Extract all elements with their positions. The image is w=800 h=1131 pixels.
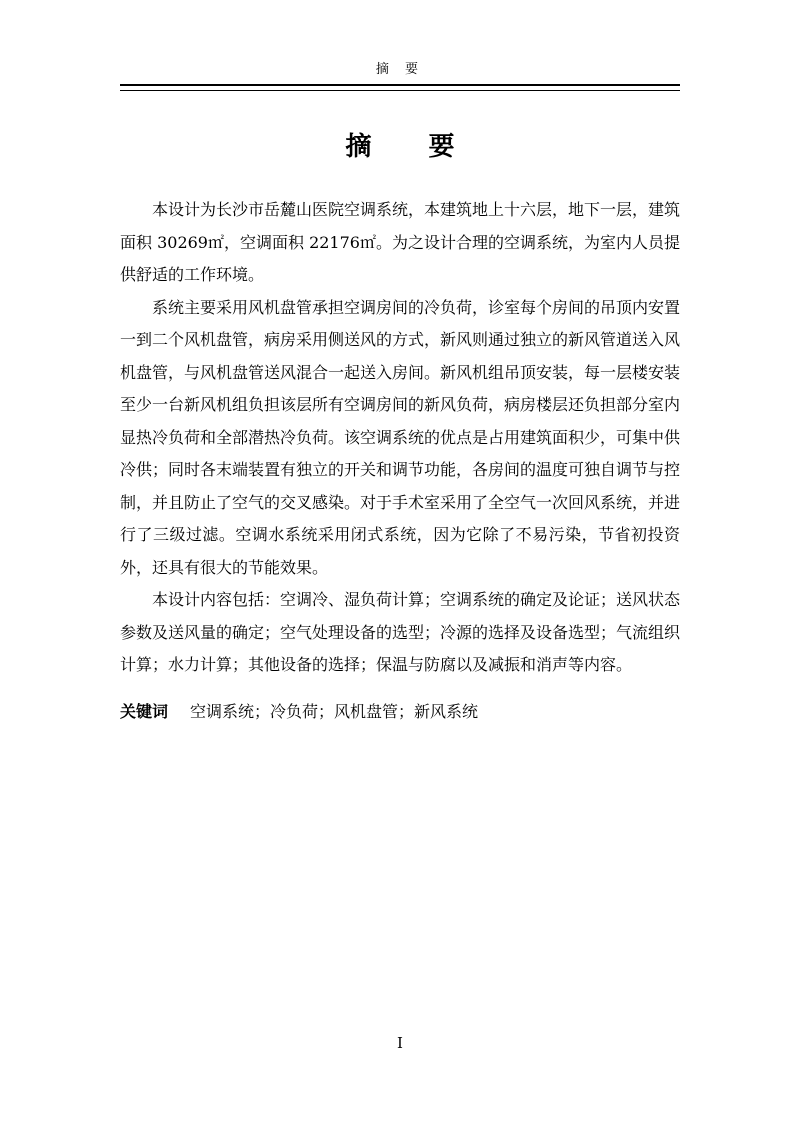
keywords-text: 空调系统；冷负荷；风机盘管；新风系统 bbox=[190, 702, 479, 721]
header-rule-thin bbox=[120, 90, 680, 91]
page-number: I bbox=[397, 1034, 403, 1052]
running-header: 摘 要 bbox=[375, 62, 425, 77]
paragraph-2: 系统主要采用风机盘管承担空调房间的冷负荷，诊室每个房间的吊顶内安置一到二个风机盘管，病房采用侧送风的方式，新风则通过独立的新风管道送入风机盘管，与风机盘管送风混合一起送入房间。新风机组吊顶安装，每一层楼安装至少一台新风机组负担该层所有空调房间的新风负荷，病房楼层还负担部分室内显热冷负荷和全部潜热冷负荷。该空调系统的优点是占用建筑面积少，可集中供冷供；同时各末端装置有独立的开关和调节功能，各房间的温度可独自调节与控制，并且防止了空气的交叉感染。对于手术室采用了全空气一次回风系统，并进行了三级过滤。空调水系统采用闭式系统，因为它除了不易污染，节省初投资外，还具有很大的节能效果。 bbox=[120, 297, 681, 577]
abstract-body bbox=[120, 194, 680, 682]
keywords-label: 关键词 bbox=[120, 702, 169, 721]
paragraph-1: 本设计为长沙市岳麓山医院空调系统，本建筑地上十六层，地下一层，建筑面积 30269㎡，空调面积 22176㎡。为之设计合理的空调系统，为室内人员提供舒适的工作环境。 bbox=[120, 200, 681, 284]
keywords-line bbox=[120, 700, 680, 724]
header-rule-thick bbox=[120, 84, 680, 86]
page-title: 摘 要 bbox=[345, 132, 479, 162]
paragraph-3: 本设计内容包括：空调冷、湿负荷计算；空调系统的确定及论证；送风状态参数及送风量的确定；空气处理设备的选型；冷源的选择及设备选型；气流组织计算；水力计算；其他设备的选择；保温与防腐以及减振和消声等内容。 bbox=[120, 590, 681, 674]
